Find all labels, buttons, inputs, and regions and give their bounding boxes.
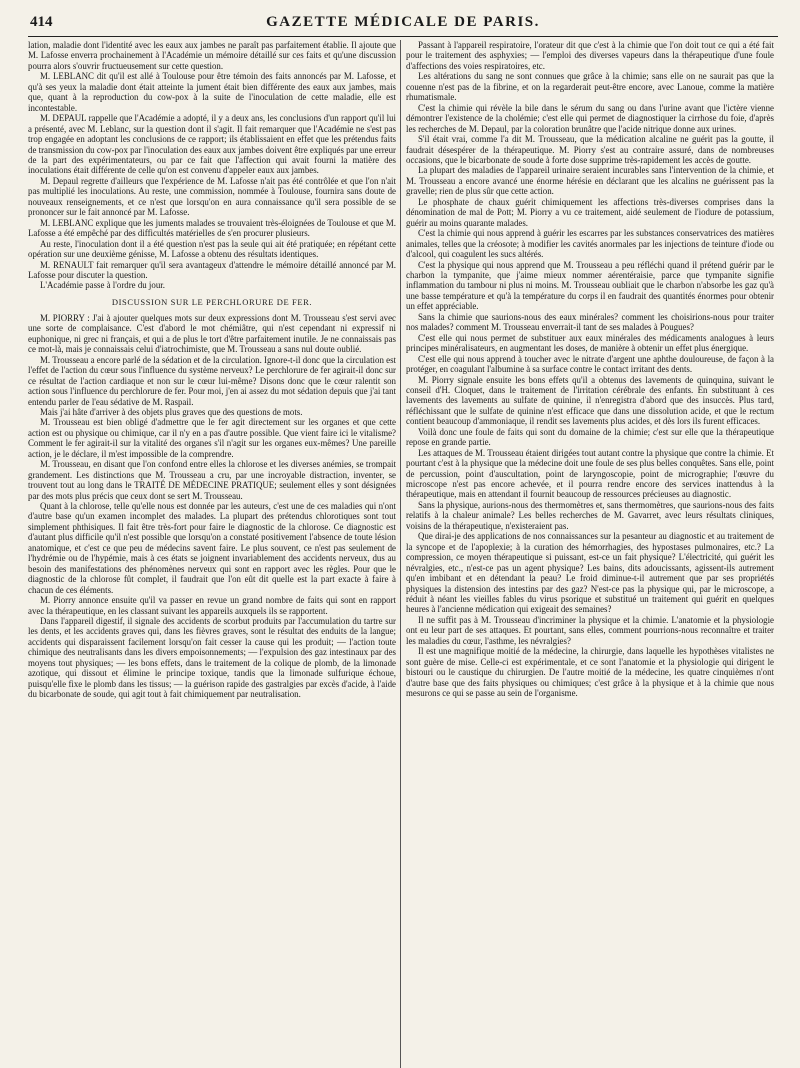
page-number: 414 (30, 14, 53, 30)
two-column-body (28, 40, 778, 1068)
paragraph: M. Piorry signale ensuite les bons effets qu'il a obtenus des lavements de quinquina, suivant le conseil d'H. Cloquet, dans le traitement de l'irritation cérébrale des enfants. En substituant à ces lavements des lavements au sulfate de quinine, il n'enregistra d'abord que des insuccès. Plus tard, réfléchissant que le sulfate de quinine n'est efficace que dans une dissolution acide, et que le rectum contient beaucoup d'ammoniaque, il rendit ses lavements plus acides, et dès lors ils furent efficaces. (406, 374, 774, 427)
paragraph: Il est une magnifique moitié de la médecine, la chirurgie, dans laquelle les hypothèses vitalistes ne sont guère de mise. Celle-ci est expérimentale, et ce sont l'anatomie et la physiologie qui dirigent le bistouri ou le caustique du chirurgien. De l'autre moitié de la médecine, les quatre cinquièmes n'ont d'autre base que des faits physiques ou chimiques; c'est grâce à la physique et à la chimie que nous mesurons ce qui se passe au sein de l'organisme. (406, 646, 774, 699)
paragraph: Passant à l'appareil respiratoire, l'orateur dit que c'est à la chimie que l'on doit tout ce qui a été fait pour le traitement des asphyxies; — l'emploi des diverses vapeurs dans la thérapeutique d'une foule d'affections des voies respiratoires, etc. (406, 40, 774, 71)
paragraph: Au reste, l'inoculation dont il a été question n'est pas la seule qui ait été pratiquée; en répétant cette opération sur une deuxième génisse, M. Lafosse a obtenu des résultats identiques. (28, 238, 396, 260)
paragraph: M. LEBLANC explique que les juments malades se trouvaient très-éloignées de Toulouse et que M. Lafosse a été empêché par des difficultés matérielles de s'en procurer plusieurs. (28, 217, 396, 239)
paragraph: C'est elle qui nous permet de substituer aux eaux minérales des médicaments analogues à leurs principes minéralisateurs, en augmentant les doses, de manière à obtenir un effet plus énergique. (406, 332, 774, 354)
paragraph: Il ne suffit pas à M. Trousseau d'incriminer la physique et la chimie. L'anatomie et la physiologie ont eu leur part de ses attaques. Et pourtant, sans elles, comment pourrions-nous reconnaître et traiter les maladies du cœur, l'asthme, les névralgies? (406, 614, 774, 646)
paragraph: Sans la chimie que saurions-nous des eaux minérales? comment les choisirions-nous pour traiter nos malades? comment M. Trousseau enverrait-il tant de ses malades à Pougues? (406, 311, 774, 333)
paragraph: M. DEPAUL rappelle que l'Académie a adopté, il y a deux ans, les conclusions d'un rapport qu'il lui a présenté, avec M. Leblanc, sur la question dont il s'agit. Il fait remarquer que l'Académie ne s'est pas trop engagée en adoptant les conclusions de ce rapport; ils établissaient en effet que les prétendus faits de transmission du cow-pox par l'inoculation des eaux aux jambes doivent être expliqués par une erreur de la part des expérimentateurs, ou par ce fait que l'affection qui avait fourni la matière des inoculations était différente de celle qu'on est convenu d'appeler eaux aux jambes. (28, 113, 396, 176)
paragraph: C'est elle qui nous apprend à toucher avec le nitrate d'argent une aphthe douloureuse, de façon à la protéger, en coagulant l'albumine à sa surface contre le contact irritant des dents. (406, 353, 774, 375)
paragraph: M. Trousseau a encore parlé de la sédation et de la circulation. Ignore-t-il donc que la circulation est l'effet de l'action du cœur sous l'influence du système nerveux? Le perchlorure de fer agirait-il donc sur ce résultat de l'action cardiaque et non sur le cœur lui-même? Disons donc que le cœur ralentit son action sous l'influence du perchlorure de fer. Pour moi, j'en ai assez du mot sédation depuis que j'ai tant entendu parler de l'eau sédative de M. Raspail. (28, 354, 396, 407)
paragraph: Que dirai-je des applications de nos connaissances sur la pesanteur au diagnostic et au traitement de la syncope et de l'apoplexie; à la curation des hémorrhagies, des hypostases pulmonaires, etc.? La compression, ce moyen thérapeutique si puissant, est-ce un fait physique? L'électricité, qui guérit les névralgies, etc., n'est-ce pas un agent physique? Les bains, dits adoucissants, agissent-ils autrement qu'en imbibant et en détendant la peau? Le froid diminue-t-il autrement que par ses propriétés physiques la distension des intestins par des gaz? N'est-ce pas la physique qui, par le microscope, a réduit à néant les vieilles fables du virus psorique et substitué un traitement qui guérit en quelques heures à l'ancienne médication qui exigeait des semaines? (406, 531, 774, 615)
journal-title: GAZETTE MÉDICALE DE PARIS. (266, 14, 540, 30)
section-heading: DISCUSSION SUR LE PERCHLORURE DE FER. (111, 296, 313, 307)
paragraph: Dans l'appareil digestif, il signale des accidents de scorbut produits par l'accumulation du tartre sur les dents, et les accidents graves qui, dans les fièvres graves, sont le résultat des enduits de la langue; accidents qui disparaissent facilement lorsqu'on fait cesser la cause qui les produit; — l'action toute chimique des neutralisants dans les divers empoisonnements; — l'expulsion des gaz intestinaux par des moyens tout physiques; — les bons effets, dans le traitement de la colique de plomb, de la limonade azotique, qui dissout et élimine le principe toxique, tandis que la limonade sulfurique échoue, puisqu'elle fixe le plomb dans les tissus; — la guérison rapide des gastralgies par excès d'acide, à l'aide du bicarbonate de soude, qui agit tout à fait chimiquement par neutralisation. (28, 616, 396, 700)
paragraph: M. LEBLANC dit qu'il est allé à Toulouse pour être témoin des faits annoncés par M. Lafosse, et qu'à ses yeux la maladie dont était atteinte la jument était bien différente des eaux aux jambes, mais que, quant à la reproduction du cow-pox à la suite de l'inoculation de cette maladie, elle est incontestable. (28, 71, 396, 113)
paragraph: M. Trousseau, en disant que l'on confond entre elles la chlorose et les diverses anémies, se trompait grandement. Les distinctions que M. Trousseau a cru, par une incroyable distraction, inventer, se trouvent tout au long dans le TRAITÉ DE MÉDECINE PRATIQUE; seulement elles y sont désignées par des mots plus précis que ceux dont se sert M. Trousseau. (28, 459, 396, 501)
page-header (28, 10, 778, 37)
paragraph: M. RENAULT fait remarquer qu'il sera avantageux d'attendre le mémoire détaillé annoncé par M. Lafosse pour discuter la question. (28, 259, 396, 280)
paragraph: Voilà donc une foule de faits qui sont du domaine de la chimie; c'est sur elle que la thérapeutique repose en grande partie. (406, 426, 774, 448)
paragraph: L'Académie passe à l'ordre du jour. (40, 280, 165, 291)
paragraph: C'est la chimie qui révèle la bile dans le sérum du sang ou dans l'urine avant que l'ictère vienne démontrer l'existence de la cholémie; c'est elle qui permet de diagnostiquer la cirrhose du foie, d'après les recherches de M. Depaul, par la coloration brunâtre que l'acide nitrique donne aux urines. (406, 102, 774, 134)
paragraph: M. PIORRY : J'ai à ajouter quelques mots sur deux expressions dont M. Trousseau s'est servi avec une sorte de complaisance. C'est d'abord le mot chémiâtre, qui n'est cependant ni expressif ni euphonique, ni grec ni français, et qui a de plus le tort d'être parfaitement inutile. Je ne connaissais pas ce mot-là, mais je connaissais celui d'iatrochimiste, que M. Trousseau a sans nul doute oublié. (28, 312, 396, 355)
paragraph: M. Depaul regrette d'ailleurs que l'expérience de M. Lafosse n'ait pas été contrôlée et que l'on n'ait pas multiplié les inoculations. Au reste, une commission, nommée à Toulouse, fournira sans doute de nouveaux renseignements, et ce n'est que lorsqu'on en aura connaissance qu'il sera possible de se prononcer sur le fait annoncé par M. Lafosse. (28, 175, 396, 218)
paragraph: Sans la physique, aurions-nous des thermomètres et, sans thermomètres, que saurions-nous des faits relatifs à la chaleur animale? Les belles recherches de M. Gavarret, avec leurs résultats cliniques, voisins de la thérapeutique, n'existeraient pas. (406, 499, 774, 531)
paragraph: Quant à la chlorose, telle qu'elle nous est donnée par les auteurs, c'est une de ces maladies qui n'ont d'autre base qu'un examen incomplet des malades. La plupart des prétendus chlorotiques sont tout simplement phthisiques. Il fait être très-fort pour faire le diagnostic de la chlorose. Ce diagnostic est d'autant plus difficile qu'il n'est possible que lorsqu'on a constaté positivement l'absence de toute lésion anatomique, et c'est ce que peu de médecins savent faire. Le plus souvent, ce n'est pas seulement de l'hydrémie ou de l'hypémie, mais à ces états se joignent invariablement des accidents nerveux, dus au besoin des manifestations des phénomènes nerveux qui sont en rapport avec les règles. Pour que le diagnostic de la chlorose fût complet, il faudrait que l'on eût dit quelle est la part exacte à faire à chacun de ces éléments. (28, 501, 396, 595)
paragraph: C'est la physique qui nous apprend que M. Trousseau a peu réfléchi quand il prétend guérir par le charbon la tympanite, que j'aime mieux nommer aérentéraisie, parce que tympanite signifie inflammation du tambour ni plus ni moins. M. Trousseau oubliait que le charbon n'absorbe les gaz qu'à une basse température et qu'à la température du corps il en faudrait des quantités énormes pour obtenir un effet appréciable. (406, 259, 774, 312)
paragraph: Mais j'ai hâte d'arriver à des objets plus graves que des questions de mots. (40, 406, 303, 417)
paragraph: M. Piorry annonce ensuite qu'il va passer en revue un grand nombre de faits qui sont en rapport avec la thérapeutique, en les classant suivant les appareils auxquels ils se rapportent. (28, 595, 396, 616)
column-rule (396, 40, 406, 1068)
paragraph: La plupart des maladies de l'appareil urinaire seraient incurables sans l'intervention de la chimie, et M. Trousseau a encore avancé une énorme hérésie en déclarant que les alcalins ne guérissent pas la gravelle; rien de plus sûr que cette action. (406, 165, 774, 197)
paragraph: Le phosphate de chaux guérit chimiquement les affections très-diverses comprises dans la dénomination de mal de Pott; M. Piorry a vu ce traitement, aidé seulement de l'iodure de potassium, guérir au moins quarante malades. (406, 196, 774, 228)
paragraph: C'est la chimie qui nous apprend à guérir les escarres par les substances conservatrices des matières animales, telles que la créosote; à modifier les cavités anormales par les injections de teinture d'iode ou d'alcool, qui coagulent les sucs altérés. (406, 228, 774, 260)
paragraph: Les attaques de M. Trousseau étaient dirigées tout autant contre la physique que contre la chimie. Et pourtant c'est à la physique que la médecine doit une foule de ses plus belles conquêtes. Sans elle, point de percussion, point d'auscultation, point de laryngoscopie, point de micrographie; l'œuvre du microscope n'est pas encore achevée, et il pourra rendre encore des services inattendus à la thérapeutique, mais en attendant il fournit beaucoup de ressources précieuses au diagnostic. (406, 447, 774, 500)
paragraph: M. Trousseau est bien obligé d'admettre que le fer agit directement sur les organes et que cette action est ou physique ou chimique, car il n'y en a pas d'autre possible. Que vient faire ici le vitalisme? Comment le fer agirait-il sur la vitalité des organes s'il n'agit sur les organes eux-mêmes? Une pareille action, je le déclare, il m'est impossible de la comprendre. (28, 417, 396, 459)
paragraph: Les altérations du sang ne sont connues que grâce à la chimie; sans elle on ne saurait pas que la couenne n'est pas de la fibrine, et on la regarderait peut-être encore, avec Lanoue, comme la matière rhumatismale. (406, 71, 774, 103)
paragraph: lation, maladie dont l'identité avec les eaux aux jambes ne paraît pas parfaitement établie. Il ajoute que M. Lafosse enverra prochainement à l'Académie un mémoire détaillé sur ces faits et qu'une discussion pourra alors s'ouvrir fructueusement sur cette question. (28, 40, 396, 71)
left-column (28, 40, 396, 1068)
right-column (406, 40, 774, 1068)
paragraph: S'il était vrai, comme l'a dit M. Trousseau, que la médication alcaline ne guérit pas la goutte, il faudrait désespérer de la thérapeutique. M. Piorry s'est au contraire assuré, dans de nombreuses occasions, que le bicarbonate de soude à forte dose supprime très-rapidement les accès de goutte. (406, 134, 774, 165)
